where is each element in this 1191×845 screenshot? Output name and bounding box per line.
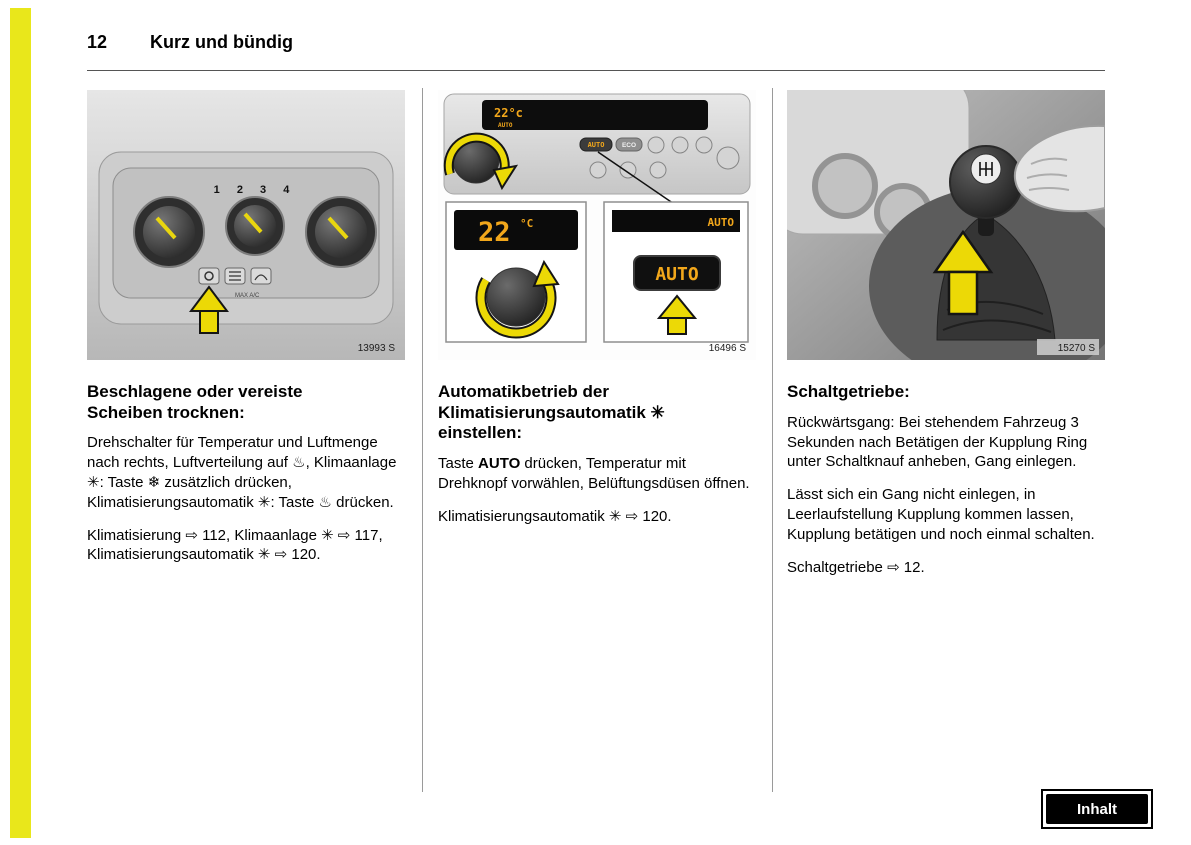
- round-button: [648, 137, 664, 153]
- auto-button-large-label: AUTO: [655, 264, 699, 285]
- paragraph: Drehschalter für Temperatur und Luftmenge nach rechts, Luftverteilung auf ♨, Klimaanlage ✳: Taste ❄ zusätzlich drücken, Klimatisierungsautomatik ✳: Taste ♨ drücken.: [87, 434, 397, 511]
- climate-panel-illustration: [438, 90, 756, 360]
- column-climate-auto: [438, 90, 756, 540]
- figure-code: 13993 S: [357, 343, 395, 354]
- section-heading: Automatikbetrieb der Klimatisierungsautomatik ✳ einstellen:: [438, 382, 665, 443]
- header-rule: [87, 70, 1105, 71]
- inhalt-button[interactable]: Inhalt: [1046, 794, 1148, 824]
- ac-button: [199, 268, 219, 284]
- temp-unit: °C: [520, 217, 534, 230]
- paragraph: Rückwärtsgang: Bei stehendem Fahrzeug 3 Sekunden nach Betätigen der Kupplung Ring unter Schaltknauf anheben, Gang einlegen.: [787, 413, 1088, 471]
- column-divider: [422, 88, 423, 792]
- auto-button-label: AUTO: [587, 141, 605, 149]
- section-heading: Beschlagene oder vereiste Scheiben trocknen:: [87, 382, 303, 422]
- cup-holder: [815, 156, 875, 216]
- max-ac-label: MAX A/C: [235, 293, 260, 299]
- round-button: [672, 137, 688, 153]
- fan-button: [717, 147, 739, 169]
- figure-code: 16496 S: [708, 343, 746, 354]
- round-button: [650, 162, 666, 178]
- round-button: [696, 137, 712, 153]
- column-divider: [772, 88, 773, 792]
- fan-speed-numbers: 1 2 3 4: [213, 184, 297, 196]
- paragraph: [438, 454, 756, 494]
- auto-key-label: AUTO: [478, 455, 521, 473]
- round-button: [590, 162, 606, 178]
- temperature-knob-large: [487, 268, 545, 326]
- inhalt-button-frame: [1041, 789, 1153, 829]
- figure-gear-shifter: [787, 90, 1105, 360]
- unit-display-auto: AUTO: [498, 122, 513, 129]
- page-title: Kurz und bündig: [150, 32, 293, 52]
- page-header: [87, 32, 293, 53]
- column-manual-gearbox: [787, 90, 1105, 590]
- eco-button-label: ECO: [621, 142, 637, 149]
- figure-climate-control: [438, 90, 756, 360]
- section-heading: Schaltgetriebe:: [787, 382, 910, 401]
- page-number: 12: [87, 32, 108, 52]
- callout-temp-display: [454, 210, 578, 250]
- paragraph-text: drücken, Temperatur mit Drehknopf vorwählen, Belüftungsdüsen öffnen.: [438, 455, 750, 492]
- defrost-button: [251, 268, 271, 284]
- cross-reference: Schaltgetriebe ⇨ 12.: [787, 558, 925, 576]
- auto-display-label: AUTO: [707, 216, 734, 229]
- unit-display-temp: 22°c: [494, 106, 523, 120]
- cross-reference: Klimatisierungsautomatik ✳ ⇨ 120.: [438, 507, 672, 525]
- paragraph-text: Taste: [438, 455, 479, 473]
- heater-panel-illustration: [87, 90, 405, 360]
- figure-heater-controls: [87, 90, 405, 360]
- paragraph: Lässt sich ein Gang nicht einlegen, in Leerlaufstellung Kupplung kommen lassen, Kupplung betätigen und noch einmal schalten.: [787, 486, 1095, 543]
- page-edge-marker: [10, 8, 31, 838]
- gear-shifter-illustration: [787, 90, 1105, 360]
- cross-reference: Klimatisierung ⇨ 112, Klimaanlage ✳ ⇨ 117, Klimatisierungsautomatik ✳ ⇨ 120.: [87, 526, 383, 564]
- temp-value: 22: [478, 217, 511, 248]
- column-defrost: [87, 90, 405, 578]
- figure-code: 15270 S: [1057, 343, 1095, 354]
